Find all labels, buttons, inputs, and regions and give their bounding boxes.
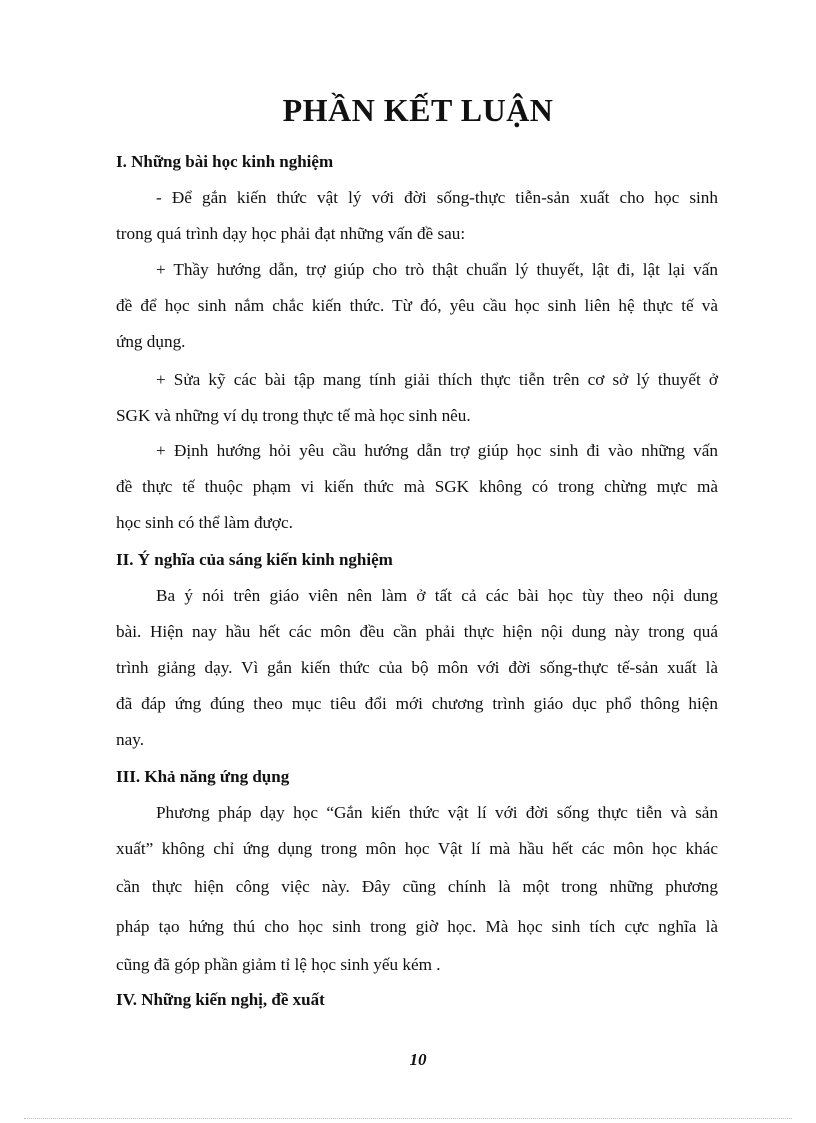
text-line: Ba ý nói trên giáo viên nên làm ở tất cả các bài học tùy theo nội dung bbox=[156, 586, 718, 605]
text-line: nay. bbox=[116, 730, 144, 749]
text-line: trong quá trình dạy học phải đạt những vấn đề sau: bbox=[116, 224, 466, 243]
page-number: 10 bbox=[409, 1050, 427, 1069]
text-line: Phương pháp dạy học “Gắn kiến thức vật lí với đời sống thực tiễn và sản bbox=[156, 803, 718, 822]
section1-paragraph-3 bbox=[116, 362, 718, 434]
text-line: ứng dụng. bbox=[116, 332, 186, 351]
page-title: PHẦN KẾT LUẬN bbox=[282, 92, 554, 128]
text-line: đề để học sinh nắm chắc kiến thức. Từ đó, yêu cầu học sinh liên hệ thực tế và bbox=[116, 296, 718, 315]
text-line: SGK và những ví dụ trong thực tế mà học sinh nêu. bbox=[116, 406, 471, 425]
text-line: pháp tạo hứng thú cho học sinh trong giờ học. Mà học sinh tích cực nghĩa là bbox=[116, 917, 718, 936]
footer-divider bbox=[24, 1118, 792, 1119]
text-line: trình giảng dạy. Vì gắn kiến thức của bộ môn với đời sống-thực tế-sản xuất là bbox=[116, 658, 718, 677]
section-heading-3: III. Khả năng ứng dụng bbox=[116, 767, 290, 786]
section-heading-4: IV. Những kiến nghị, đề xuất bbox=[116, 990, 325, 1009]
text-line: + Sửa kỹ các bài tập mang tính giải thích thực tiễn trên cơ sở lý thuyết ở bbox=[156, 370, 718, 389]
text-line: cần thực hiện công việc này. Đây cũng chính là một trong những phương bbox=[116, 877, 718, 896]
section1-paragraph-4 bbox=[116, 433, 718, 541]
section2-paragraph-1 bbox=[116, 578, 718, 758]
text-line: học sinh có thể làm được. bbox=[116, 513, 293, 532]
text-line: + Định hướng hỏi yêu cầu hướng dẫn trợ giúp học sinh đi vào những vấn bbox=[156, 441, 718, 460]
text-line: + Thầy hướng dẫn, trợ giúp cho trò thật chuẩn lý thuyết, lật đi, lật lại vấn bbox=[156, 260, 718, 279]
text-line: - Để gắn kiến thức vật lý với đời sống-thực tiễn-sản xuất cho học sinh bbox=[156, 188, 718, 207]
text-line: xuất” không chỉ ứng dụng trong môn học Vật lí mà hầu hết các môn học khác bbox=[116, 839, 718, 858]
section-heading-2: II. Ý nghĩa của sáng kiến kinh nghiệm bbox=[116, 550, 393, 569]
section-heading-1: I. Những bài học kinh nghiệm bbox=[116, 152, 334, 171]
text-line: đề thực tế thuộc phạm vi kiến thức mà SGK không có trong chừng mực mà bbox=[116, 477, 718, 496]
text-line: đã đáp ứng đúng theo mục tiêu đổi mới chương trình giáo dục phổ thông hiện bbox=[116, 694, 718, 713]
section3-paragraph-1 bbox=[116, 795, 718, 983]
section1-paragraph-1 bbox=[116, 180, 718, 252]
text-line: bài. Hiện nay hầu hết các môn đều cần phải thực hiện nội dung này trong quá bbox=[116, 622, 718, 641]
text-line: cũng đã góp phần giảm tỉ lệ học sinh yếu kém . bbox=[116, 955, 441, 974]
section1-paragraph-2 bbox=[116, 252, 718, 360]
